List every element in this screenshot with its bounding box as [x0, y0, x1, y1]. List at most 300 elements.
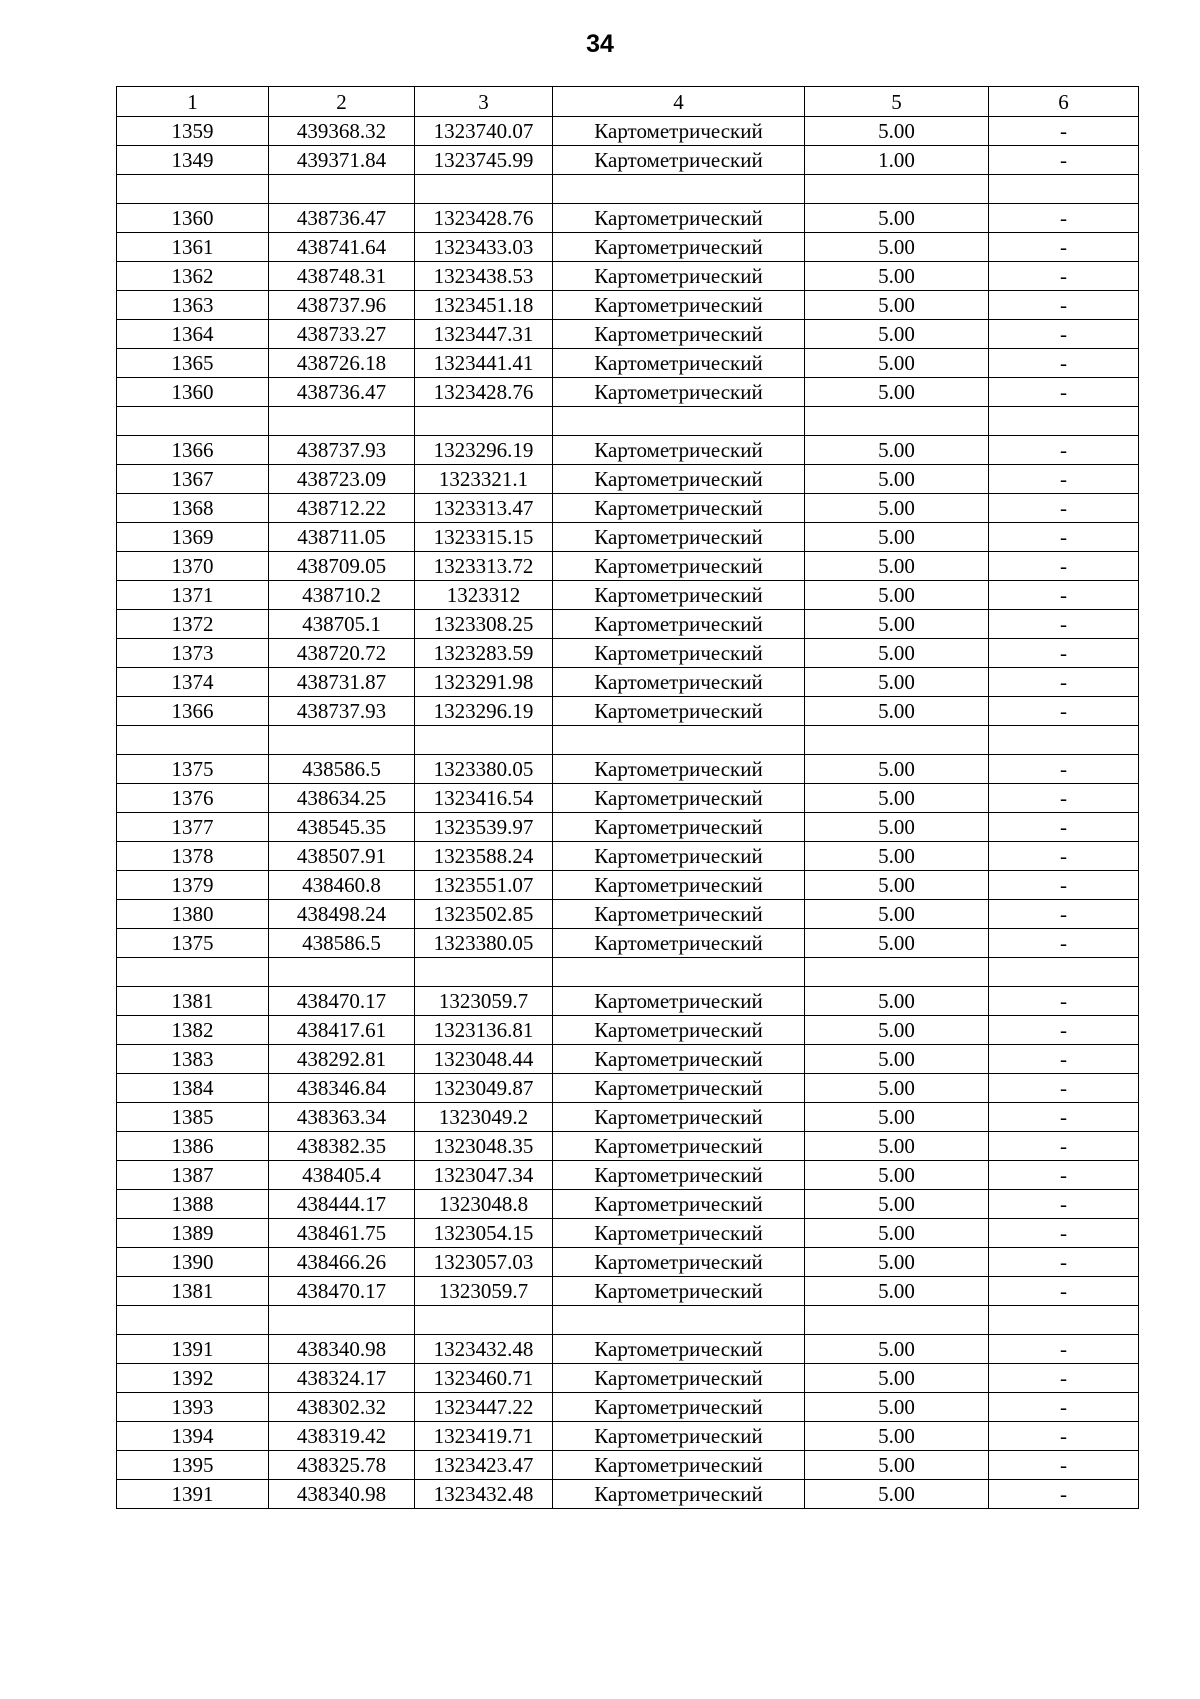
point-number-cell: 1367 [117, 465, 269, 494]
accuracy-cell: 5.00 [805, 378, 989, 407]
y-coordinate-cell: 1323447.31 [415, 320, 553, 349]
x-coordinate-cell [269, 175, 415, 204]
y-coordinate-cell: 1323059.7 [415, 987, 553, 1016]
accuracy-cell: 5.00 [805, 1103, 989, 1132]
note-cell: - [989, 755, 1139, 784]
table-row [117, 1422, 1139, 1451]
table-row [117, 668, 1139, 697]
method-cell: Картометрический [553, 1248, 805, 1277]
x-coordinate-cell: 438325.78 [269, 1451, 415, 1480]
point-number-cell: 1377 [117, 813, 269, 842]
header-cell: 1 [117, 87, 269, 117]
point-number-cell: 1394 [117, 1422, 269, 1451]
point-number-cell: 1366 [117, 697, 269, 726]
x-coordinate-cell: 438737.96 [269, 291, 415, 320]
accuracy-cell: 5.00 [805, 1045, 989, 1074]
method-cell: Картометрический [553, 987, 805, 1016]
point-number-cell: 1380 [117, 900, 269, 929]
note-cell: - [989, 262, 1139, 291]
header-cell: 2 [269, 87, 415, 117]
table-row [117, 1451, 1139, 1480]
y-coordinate-cell [415, 175, 553, 204]
point-number-cell: 1375 [117, 929, 269, 958]
y-coordinate-cell [415, 407, 553, 436]
method-cell: Картометрический [553, 1393, 805, 1422]
point-number-cell: 1363 [117, 291, 269, 320]
method-cell [553, 958, 805, 987]
note-cell [989, 1306, 1139, 1335]
y-coordinate-cell: 1323419.71 [415, 1422, 553, 1451]
x-coordinate-cell: 438711.05 [269, 523, 415, 552]
method-cell: Картометрический [553, 1335, 805, 1364]
method-cell: Картометрический [553, 233, 805, 262]
point-number-cell: 1393 [117, 1393, 269, 1422]
point-number-cell: 1383 [117, 1045, 269, 1074]
method-cell: Картометрический [553, 813, 805, 842]
x-coordinate-cell: 438340.98 [269, 1480, 415, 1509]
accuracy-cell: 5.00 [805, 900, 989, 929]
x-coordinate-cell: 438634.25 [269, 784, 415, 813]
accuracy-cell [805, 958, 989, 987]
x-coordinate-cell: 438736.47 [269, 204, 415, 233]
point-number-cell: 1374 [117, 668, 269, 697]
x-coordinate-cell: 439371.84 [269, 146, 415, 175]
point-number-cell: 1361 [117, 233, 269, 262]
table-row [117, 871, 1139, 900]
method-cell: Картометрический [553, 291, 805, 320]
x-coordinate-cell: 438736.47 [269, 378, 415, 407]
table-header-row [117, 87, 1139, 117]
note-cell [989, 726, 1139, 755]
method-cell [553, 407, 805, 436]
note-cell: - [989, 1219, 1139, 1248]
table-row [117, 494, 1139, 523]
x-coordinate-cell: 438507.91 [269, 842, 415, 871]
table-row [117, 1132, 1139, 1161]
accuracy-cell: 5.00 [805, 784, 989, 813]
table-row [117, 1190, 1139, 1219]
accuracy-cell: 5.00 [805, 233, 989, 262]
point-number-cell: 1391 [117, 1335, 269, 1364]
note-cell: - [989, 639, 1139, 668]
y-coordinate-cell: 1323380.05 [415, 929, 553, 958]
table-row [117, 407, 1139, 436]
note-cell: - [989, 987, 1139, 1016]
method-cell: Картометрический [553, 552, 805, 581]
note-cell [989, 958, 1139, 987]
note-cell: - [989, 929, 1139, 958]
y-coordinate-cell: 1323745.99 [415, 146, 553, 175]
note-cell: - [989, 523, 1139, 552]
y-coordinate-cell: 1323283.59 [415, 639, 553, 668]
point-number-cell [117, 958, 269, 987]
y-coordinate-cell: 1323432.48 [415, 1480, 553, 1509]
header-cell: 5 [805, 87, 989, 117]
accuracy-cell: 5.00 [805, 668, 989, 697]
accuracy-cell: 5.00 [805, 1364, 989, 1393]
y-coordinate-cell: 1323136.81 [415, 1016, 553, 1045]
point-number-cell: 1373 [117, 639, 269, 668]
point-number-cell: 1382 [117, 1016, 269, 1045]
point-number-cell: 1364 [117, 320, 269, 349]
accuracy-cell: 5.00 [805, 1016, 989, 1045]
x-coordinate-cell: 438470.17 [269, 987, 415, 1016]
y-coordinate-cell: 1323539.97 [415, 813, 553, 842]
note-cell: - [989, 813, 1139, 842]
note-cell: - [989, 146, 1139, 175]
y-coordinate-cell: 1323057.03 [415, 1248, 553, 1277]
table-row [117, 581, 1139, 610]
table-row [117, 436, 1139, 465]
x-coordinate-cell: 438586.5 [269, 929, 415, 958]
table-row [117, 1248, 1139, 1277]
method-cell: Картометрический [553, 929, 805, 958]
y-coordinate-cell [415, 1306, 553, 1335]
note-cell: - [989, 1103, 1139, 1132]
point-number-cell: 1395 [117, 1451, 269, 1480]
method-cell [553, 175, 805, 204]
table-row [117, 1364, 1139, 1393]
y-coordinate-cell: 1323054.15 [415, 1219, 553, 1248]
method-cell: Картометрический [553, 1132, 805, 1161]
x-coordinate-cell: 438720.72 [269, 639, 415, 668]
method-cell: Картометрический [553, 1364, 805, 1393]
x-coordinate-cell [269, 726, 415, 755]
accuracy-cell: 5.00 [805, 1393, 989, 1422]
table-row [117, 639, 1139, 668]
accuracy-cell: 5.00 [805, 610, 989, 639]
point-number-cell: 1368 [117, 494, 269, 523]
note-cell: - [989, 1161, 1139, 1190]
accuracy-cell [805, 175, 989, 204]
header-cell: 4 [553, 87, 805, 117]
point-number-cell: 1372 [117, 610, 269, 639]
point-number-cell: 1388 [117, 1190, 269, 1219]
y-coordinate-cell: 1323551.07 [415, 871, 553, 900]
x-coordinate-cell: 438363.34 [269, 1103, 415, 1132]
method-cell: Картометрический [553, 1074, 805, 1103]
x-coordinate-cell: 438733.27 [269, 320, 415, 349]
x-coordinate-cell: 438731.87 [269, 668, 415, 697]
y-coordinate-cell: 1323048.8 [415, 1190, 553, 1219]
method-cell: Картометрический [553, 842, 805, 871]
method-cell: Картометрический [553, 581, 805, 610]
method-cell: Картометрический [553, 1451, 805, 1480]
method-cell: Картометрический [553, 1161, 805, 1190]
y-coordinate-cell: 1323313.47 [415, 494, 553, 523]
table-row [117, 958, 1139, 987]
accuracy-cell: 5.00 [805, 1248, 989, 1277]
x-coordinate-cell [269, 958, 415, 987]
point-number-cell: 1390 [117, 1248, 269, 1277]
method-cell: Картометрический [553, 900, 805, 929]
y-coordinate-cell: 1323447.22 [415, 1393, 553, 1422]
y-coordinate-cell: 1323321.1 [415, 465, 553, 494]
method-cell: Картометрический [553, 494, 805, 523]
y-coordinate-cell: 1323451.18 [415, 291, 553, 320]
x-coordinate-cell: 438586.5 [269, 755, 415, 784]
note-cell: - [989, 233, 1139, 262]
y-coordinate-cell: 1323428.76 [415, 204, 553, 233]
accuracy-cell: 5.00 [805, 204, 989, 233]
note-cell [989, 407, 1139, 436]
x-coordinate-cell: 438460.8 [269, 871, 415, 900]
y-coordinate-cell [415, 958, 553, 987]
x-coordinate-cell: 438302.32 [269, 1393, 415, 1422]
accuracy-cell: 5.00 [805, 755, 989, 784]
table-row [117, 204, 1139, 233]
table-row [117, 929, 1139, 958]
x-coordinate-cell: 438319.42 [269, 1422, 415, 1451]
table-row [117, 1306, 1139, 1335]
table-row [117, 349, 1139, 378]
note-cell: - [989, 581, 1139, 610]
method-cell: Картометрический [553, 1045, 805, 1074]
note-cell: - [989, 668, 1139, 697]
y-coordinate-cell: 1323049.2 [415, 1103, 553, 1132]
accuracy-cell: 5.00 [805, 1335, 989, 1364]
accuracy-cell [805, 726, 989, 755]
accuracy-cell: 5.00 [805, 929, 989, 958]
point-number-cell: 1379 [117, 871, 269, 900]
note-cell: - [989, 494, 1139, 523]
page-number: 34 [586, 30, 614, 58]
method-cell: Картометрический [553, 146, 805, 175]
x-coordinate-cell: 438417.61 [269, 1016, 415, 1045]
method-cell: Картометрический [553, 1103, 805, 1132]
table-row [117, 291, 1139, 320]
x-coordinate-cell: 438748.31 [269, 262, 415, 291]
accuracy-cell: 5.00 [805, 1219, 989, 1248]
point-number-cell: 1386 [117, 1132, 269, 1161]
table-row [117, 1277, 1139, 1306]
x-coordinate-cell [269, 1306, 415, 1335]
point-number-cell [117, 726, 269, 755]
accuracy-cell: 5.00 [805, 813, 989, 842]
note-cell: - [989, 1364, 1139, 1393]
table-row [117, 697, 1139, 726]
point-number-cell: 1370 [117, 552, 269, 581]
accuracy-cell: 5.00 [805, 1451, 989, 1480]
coordinates-table [116, 86, 1139, 1509]
x-coordinate-cell: 438726.18 [269, 349, 415, 378]
y-coordinate-cell: 1323416.54 [415, 784, 553, 813]
note-cell: - [989, 1190, 1139, 1219]
note-cell: - [989, 697, 1139, 726]
x-coordinate-cell: 438340.98 [269, 1335, 415, 1364]
y-coordinate-cell: 1323423.47 [415, 1451, 553, 1480]
note-cell: - [989, 320, 1139, 349]
point-number-cell: 1349 [117, 146, 269, 175]
x-coordinate-cell: 438292.81 [269, 1045, 415, 1074]
y-coordinate-cell: 1323433.03 [415, 233, 553, 262]
note-cell: - [989, 1480, 1139, 1509]
method-cell: Картометрический [553, 1219, 805, 1248]
y-coordinate-cell: 1323441.41 [415, 349, 553, 378]
table-row [117, 233, 1139, 262]
accuracy-cell: 5.00 [805, 1074, 989, 1103]
table-row [117, 1045, 1139, 1074]
point-number-cell: 1392 [117, 1364, 269, 1393]
method-cell: Картометрический [553, 668, 805, 697]
accuracy-cell: 5.00 [805, 494, 989, 523]
accuracy-cell: 5.00 [805, 1480, 989, 1509]
table-row [117, 262, 1139, 291]
accuracy-cell: 5.00 [805, 523, 989, 552]
x-coordinate-cell: 438498.24 [269, 900, 415, 929]
method-cell: Картометрический [553, 610, 805, 639]
method-cell: Картометрический [553, 1016, 805, 1045]
point-number-cell: 1366 [117, 436, 269, 465]
accuracy-cell: 5.00 [805, 697, 989, 726]
table-row [117, 1335, 1139, 1364]
y-coordinate-cell: 1323296.19 [415, 697, 553, 726]
y-coordinate-cell: 1323740.07 [415, 117, 553, 146]
point-number-cell: 1391 [117, 1480, 269, 1509]
note-cell: - [989, 1422, 1139, 1451]
method-cell: Картометрический [553, 523, 805, 552]
y-coordinate-cell: 1323048.35 [415, 1132, 553, 1161]
note-cell: - [989, 465, 1139, 494]
point-number-cell: 1359 [117, 117, 269, 146]
method-cell: Картометрический [553, 320, 805, 349]
table-row [117, 117, 1139, 146]
note-cell: - [989, 378, 1139, 407]
point-number-cell: 1371 [117, 581, 269, 610]
x-coordinate-cell: 438737.93 [269, 436, 415, 465]
x-coordinate-cell: 438346.84 [269, 1074, 415, 1103]
x-coordinate-cell: 438461.75 [269, 1219, 415, 1248]
y-coordinate-cell: 1323296.19 [415, 436, 553, 465]
accuracy-cell: 5.00 [805, 987, 989, 1016]
table-row [117, 378, 1139, 407]
accuracy-cell: 5.00 [805, 436, 989, 465]
accuracy-cell: 5.00 [805, 1422, 989, 1451]
header-cell: 6 [989, 87, 1139, 117]
accuracy-cell: 5.00 [805, 465, 989, 494]
y-coordinate-cell: 1323380.05 [415, 755, 553, 784]
method-cell: Картометрический [553, 1422, 805, 1451]
table-row [117, 987, 1139, 1016]
method-cell [553, 1306, 805, 1335]
point-number-cell: 1362 [117, 262, 269, 291]
point-number-cell [117, 1306, 269, 1335]
x-coordinate-cell: 439368.32 [269, 117, 415, 146]
method-cell: Картометрический [553, 1277, 805, 1306]
note-cell: - [989, 842, 1139, 871]
accuracy-cell: 5.00 [805, 117, 989, 146]
note-cell: - [989, 1016, 1139, 1045]
table-row [117, 726, 1139, 755]
note-cell: - [989, 349, 1139, 378]
method-cell: Картометрический [553, 1190, 805, 1219]
x-coordinate-cell: 438710.2 [269, 581, 415, 610]
note-cell: - [989, 436, 1139, 465]
table-row [117, 1219, 1139, 1248]
table-row [117, 320, 1139, 349]
point-number-cell: 1375 [117, 755, 269, 784]
y-coordinate-cell: 1323502.85 [415, 900, 553, 929]
table-row [117, 1161, 1139, 1190]
method-cell: Картометрический [553, 204, 805, 233]
x-coordinate-cell: 438712.22 [269, 494, 415, 523]
y-coordinate-cell: 1323460.71 [415, 1364, 553, 1393]
table-row [117, 175, 1139, 204]
note-cell: - [989, 204, 1139, 233]
point-number-cell: 1384 [117, 1074, 269, 1103]
x-coordinate-cell: 438466.26 [269, 1248, 415, 1277]
x-coordinate-cell: 438470.17 [269, 1277, 415, 1306]
x-coordinate-cell: 438405.4 [269, 1161, 415, 1190]
table-row [117, 755, 1139, 784]
y-coordinate-cell: 1323428.76 [415, 378, 553, 407]
note-cell: - [989, 1335, 1139, 1364]
note-cell: - [989, 871, 1139, 900]
point-number-cell: 1381 [117, 1277, 269, 1306]
y-coordinate-cell: 1323048.44 [415, 1045, 553, 1074]
x-coordinate-cell: 438444.17 [269, 1190, 415, 1219]
table-row [117, 1074, 1139, 1103]
table-row [117, 813, 1139, 842]
accuracy-cell: 5.00 [805, 581, 989, 610]
accuracy-cell [805, 1306, 989, 1335]
y-coordinate-cell: 1323047.34 [415, 1161, 553, 1190]
method-cell: Картометрический [553, 871, 805, 900]
y-coordinate-cell: 1323315.15 [415, 523, 553, 552]
note-cell: - [989, 291, 1139, 320]
method-cell: Картометрический [553, 117, 805, 146]
note-cell: - [989, 1393, 1139, 1422]
note-cell [989, 175, 1139, 204]
table-row [117, 465, 1139, 494]
y-coordinate-cell: 1323588.24 [415, 842, 553, 871]
method-cell: Картометрический [553, 1480, 805, 1509]
point-number-cell: 1369 [117, 523, 269, 552]
accuracy-cell: 5.00 [805, 349, 989, 378]
table-row [117, 146, 1139, 175]
point-number-cell: 1389 [117, 1219, 269, 1248]
y-coordinate-cell: 1323291.98 [415, 668, 553, 697]
point-number-cell: 1378 [117, 842, 269, 871]
y-coordinate-cell: 1323312 [415, 581, 553, 610]
method-cell: Картометрический [553, 378, 805, 407]
point-number-cell: 1387 [117, 1161, 269, 1190]
x-coordinate-cell: 438723.09 [269, 465, 415, 494]
x-coordinate-cell: 438709.05 [269, 552, 415, 581]
table-row [117, 1393, 1139, 1422]
table-row [117, 1480, 1139, 1509]
note-cell: - [989, 1277, 1139, 1306]
accuracy-cell: 1.00 [805, 146, 989, 175]
point-number-cell: 1365 [117, 349, 269, 378]
accuracy-cell: 5.00 [805, 1277, 989, 1306]
x-coordinate-cell: 438324.17 [269, 1364, 415, 1393]
note-cell: - [989, 1132, 1139, 1161]
x-coordinate-cell: 438705.1 [269, 610, 415, 639]
method-cell: Картометрический [553, 639, 805, 668]
method-cell: Картометрический [553, 784, 805, 813]
y-coordinate-cell: 1323438.53 [415, 262, 553, 291]
accuracy-cell: 5.00 [805, 1132, 989, 1161]
accuracy-cell: 5.00 [805, 842, 989, 871]
table-row [117, 784, 1139, 813]
method-cell: Картометрический [553, 697, 805, 726]
point-number-cell: 1376 [117, 784, 269, 813]
y-coordinate-cell: 1323313.72 [415, 552, 553, 581]
note-cell: - [989, 784, 1139, 813]
table-row [117, 523, 1139, 552]
method-cell: Картометрический [553, 465, 805, 494]
